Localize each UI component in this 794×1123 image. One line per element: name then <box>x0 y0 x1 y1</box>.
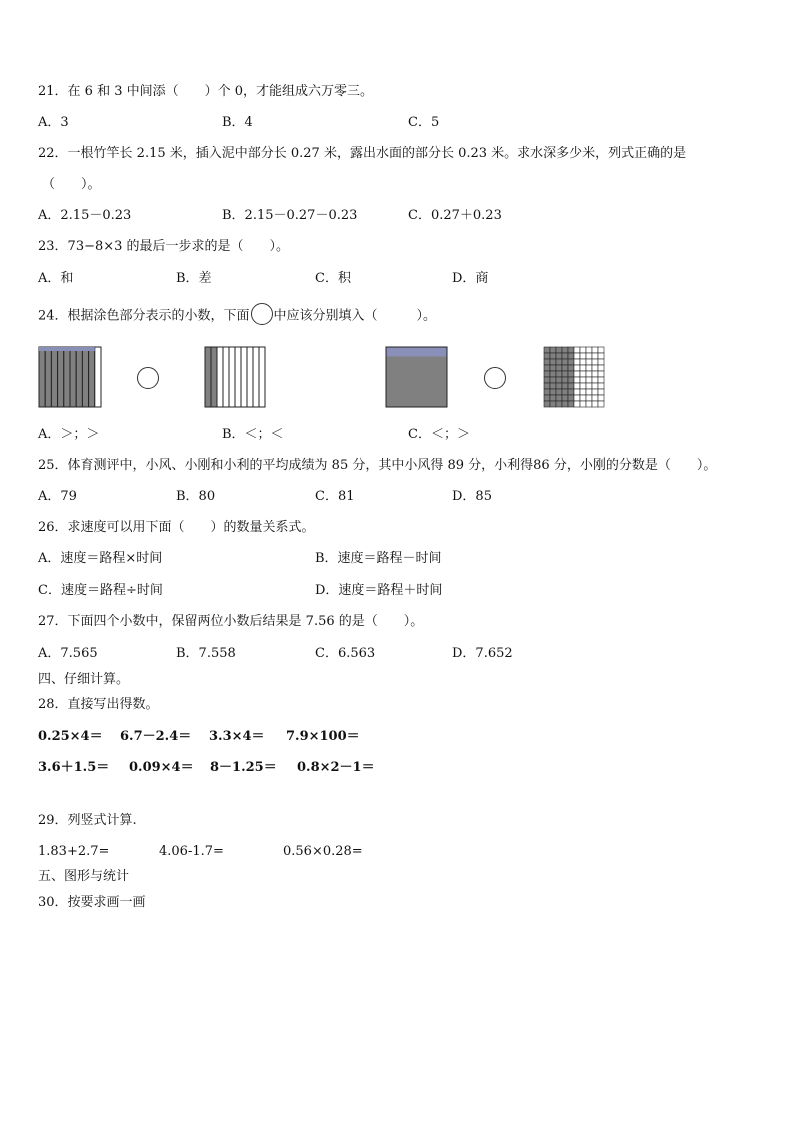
q29-item: 0.56×0.28= <box>283 844 363 859</box>
grid-cell <box>598 371 604 377</box>
grid-cell <box>598 359 604 365</box>
q24-stem-b: 中应该分别填入（ ）。 <box>273 308 437 324</box>
q23-option-b[interactable]: B．差 <box>176 271 212 286</box>
grid-cell <box>562 371 568 377</box>
q28-item: 3.6＋1.5＝ <box>38 760 110 775</box>
grid-cell <box>568 383 574 389</box>
q24-options <box>38 427 768 443</box>
grid-cell <box>586 401 592 407</box>
grid-cell <box>556 353 562 359</box>
grid-cell <box>544 401 550 407</box>
grid-cell <box>550 371 556 377</box>
grid-cell <box>544 365 550 371</box>
grid-cell <box>556 371 562 377</box>
grid-cell <box>580 347 586 353</box>
grid-cell <box>544 395 550 401</box>
grid-cell <box>562 377 568 383</box>
grid-cell <box>550 347 556 353</box>
q24-stem-a: 24．根据涂色部分表示的小数，下面 <box>38 308 250 324</box>
grid-cell <box>562 401 568 407</box>
q25-option-a[interactable]: A．79 <box>38 489 77 504</box>
grid-cell <box>598 347 604 353</box>
grid-cell <box>568 353 574 359</box>
column-strip <box>229 347 235 407</box>
q26-stem: 26．求速度可以用下面（ ）的数量关系式。 <box>38 520 315 535</box>
grid-cell <box>550 359 556 365</box>
column-strip <box>58 347 64 407</box>
grid-cell <box>586 395 592 401</box>
q27-options <box>38 646 768 662</box>
column-strip <box>259 347 265 407</box>
column-strip <box>45 347 51 407</box>
q27-stem: 27．下面四个小数中，保留两位小数后结果是 7.56 的是（ ）。 <box>38 614 424 629</box>
grid-cell <box>574 377 580 383</box>
grid-cell <box>580 353 586 359</box>
q29-items <box>38 844 768 860</box>
q29-stem: 29．列竖式计算. <box>38 813 137 828</box>
figure-4-grid <box>543 346 605 408</box>
grid-cell <box>592 359 598 365</box>
grid-cell <box>544 383 550 389</box>
grid-cell <box>544 359 550 365</box>
q28-item: 0.8×2－1＝ <box>297 760 375 775</box>
grid-cell <box>598 353 604 359</box>
q25-option-b[interactable]: B．80 <box>176 489 216 504</box>
q23-stem: 23．73−8×3 的最后一步求的是（ ）。 <box>38 239 290 254</box>
grid-cell <box>586 377 592 383</box>
grid-cell <box>556 383 562 389</box>
grid-cell <box>586 359 592 365</box>
q22-option-c[interactable]: C．0.27＋0.23 <box>408 208 502 223</box>
grid-cell <box>598 383 604 389</box>
compare-circle-2[interactable] <box>484 367 506 389</box>
grid-cell <box>556 389 562 395</box>
grid-cell <box>592 377 598 383</box>
grid-cell <box>574 347 580 353</box>
q25-option-d[interactable]: D．85 <box>452 489 492 504</box>
grid-cell <box>550 389 556 395</box>
grid-cell <box>562 389 568 395</box>
figure-2-columns <box>204 346 266 408</box>
grid-cell <box>592 383 598 389</box>
grid-cell <box>550 401 556 407</box>
q21-option-c[interactable]: C．5 <box>408 115 440 130</box>
grid-cell <box>580 395 586 401</box>
q23-option-c[interactable]: C．积 <box>315 271 351 286</box>
grid-cell <box>568 365 574 371</box>
q29-item: 4.06-1.7= <box>159 844 224 859</box>
grid-cell <box>556 347 562 353</box>
grid-cell <box>592 353 598 359</box>
grid-cell <box>586 389 592 395</box>
q25-option-c[interactable]: C．81 <box>315 489 355 504</box>
q28-item: 7.9×100＝ <box>286 729 360 744</box>
q28-item: 0.09×4＝ <box>129 760 194 775</box>
grid-cell <box>556 359 562 365</box>
grid-cell <box>598 401 604 407</box>
q24-stem <box>38 307 436 325</box>
section-5-title: 五、图形与统计 <box>38 869 130 884</box>
grid-cell <box>568 395 574 401</box>
grid-cell <box>556 401 562 407</box>
column-strip <box>235 347 241 407</box>
q29-item: 1.83+2.7= <box>38 844 110 859</box>
column-strip <box>70 347 76 407</box>
compare-circle-1[interactable] <box>137 367 159 389</box>
grid-cell <box>574 389 580 395</box>
grid-cell <box>574 365 580 371</box>
q22-stem: 22．一根竹竿长 2.15 米，插入泥中部分长 0.27 米，露出水面的部分长 0.23 米。求水深多少米，列式正确的是 <box>38 146 687 161</box>
grid-cell <box>556 395 562 401</box>
grid-cell <box>574 395 580 401</box>
q24-option-b[interactable]: B．＜；＜ <box>222 427 284 442</box>
column-strip <box>39 347 45 407</box>
q28-row-1 <box>38 729 768 745</box>
column-strip <box>51 347 57 407</box>
q23-option-d[interactable]: D．商 <box>452 271 489 286</box>
column-strip <box>64 347 70 407</box>
q26-option-b[interactable]: B．速度＝路程－时间 <box>315 551 442 566</box>
grid-cell <box>586 365 592 371</box>
grid-cell <box>568 389 574 395</box>
grid-cell <box>580 359 586 365</box>
grid-cell <box>544 389 550 395</box>
shade-top-band <box>387 348 447 357</box>
grid-cell <box>574 371 580 377</box>
q26-option-a[interactable]: A．速度＝路程×时间 <box>38 551 163 566</box>
column-strip <box>205 347 211 407</box>
column-strip <box>89 347 95 407</box>
grid-cell <box>592 389 598 395</box>
grid-cell <box>580 371 586 377</box>
q21-stem: 21．在 6 和 3 中间添（ ）个 0，才能组成六万零三。 <box>38 84 374 99</box>
grid-cell <box>562 365 568 371</box>
q27-option-c[interactable]: C．6.563 <box>315 646 376 661</box>
shade-top-band <box>39 347 95 351</box>
grid-cell <box>574 383 580 389</box>
grid-cell <box>574 401 580 407</box>
grid-cell <box>598 389 604 395</box>
grid-cell <box>586 353 592 359</box>
grid-cell <box>592 395 598 401</box>
column-strip <box>223 347 229 407</box>
q26-option-c[interactable]: C．速度＝路程÷时间 <box>38 583 163 598</box>
q22-option-a[interactable]: A．2.15－0.23 <box>38 208 132 223</box>
grid-cell <box>598 395 604 401</box>
q24-option-a[interactable]: A．＞；＞ <box>38 427 100 442</box>
q26-options-row1 <box>38 551 768 567</box>
grid-cell <box>592 365 598 371</box>
grid-cell <box>562 353 568 359</box>
q28-stem: 28．直接写出得数。 <box>38 697 159 712</box>
q28-row-2 <box>38 760 768 776</box>
grid-cell <box>592 371 598 377</box>
q28-item: 8－1.25＝ <box>210 760 277 775</box>
grid-cell <box>598 377 604 383</box>
grid-cell <box>574 353 580 359</box>
grid-cell <box>544 371 550 377</box>
column-strip <box>211 347 217 407</box>
grid-cell <box>580 389 586 395</box>
blank-circle-icon <box>251 303 273 325</box>
grid-cell <box>568 401 574 407</box>
grid-cell <box>580 377 586 383</box>
grid-cell <box>550 395 556 401</box>
column-strip <box>76 347 82 407</box>
q28-item: 6.7－2.4＝ <box>120 729 192 744</box>
grid-cell <box>568 377 574 383</box>
q21-option-a[interactable]: A．3 <box>38 115 69 130</box>
grid-cell <box>586 371 592 377</box>
grid-cell <box>562 359 568 365</box>
grid-cell <box>580 365 586 371</box>
grid-cell <box>586 383 592 389</box>
q22-options <box>38 208 768 224</box>
grid-cell <box>598 365 604 371</box>
q28-item: 0.25×4＝ <box>38 729 103 744</box>
grid-cell <box>568 347 574 353</box>
grid-cell <box>556 365 562 371</box>
q28-item: 3.3×4＝ <box>209 729 265 744</box>
grid-cell <box>574 359 580 365</box>
column-strip <box>247 347 253 407</box>
q25-options <box>38 489 768 505</box>
grid-cell <box>568 371 574 377</box>
q24-option-c[interactable]: C．＜；＞ <box>408 427 470 442</box>
grid-cell <box>568 359 574 365</box>
q30-stem: 30．按要求画一画 <box>38 895 146 910</box>
grid-cell <box>550 365 556 371</box>
grid-cell <box>580 383 586 389</box>
q26-option-d[interactable]: D．速度＝路程＋时间 <box>315 583 443 598</box>
column-strip <box>253 347 259 407</box>
q26-options-row2 <box>38 583 768 599</box>
grid-cell <box>544 347 550 353</box>
grid-cell <box>556 377 562 383</box>
q21-option-b[interactable]: B．4 <box>222 115 253 130</box>
q25-stem: 25．体育测评中，小风、小刚和小利的平均成绩为 85 分，其中小风得 89 分，小利得86 分，小刚的分数是（ ）。 <box>38 458 717 473</box>
grid-cell <box>562 347 568 353</box>
column-strip <box>82 347 88 407</box>
grid-cell <box>550 353 556 359</box>
grid-cell <box>592 401 598 407</box>
q27-option-d[interactable]: D．7.652 <box>452 646 513 661</box>
grid-cell <box>544 377 550 383</box>
grid-cell <box>562 383 568 389</box>
q21-options <box>38 115 768 131</box>
grid-cell <box>592 347 598 353</box>
q22-stem-cont: （ ）。 <box>42 177 101 192</box>
grid-cell <box>550 383 556 389</box>
grid-cell <box>550 377 556 383</box>
grid-cell <box>580 401 586 407</box>
grid-cell <box>544 353 550 359</box>
figure-1-columns <box>38 346 102 408</box>
column-strip <box>95 347 101 407</box>
figure-3-square <box>385 346 448 408</box>
q23-option-a[interactable]: A．和 <box>38 271 74 286</box>
grid-cell <box>562 395 568 401</box>
section-4-title: 四、仔细计算。 <box>38 672 130 687</box>
column-strip <box>241 347 247 407</box>
q22-option-b[interactable]: B．2.15－0.27－0.23 <box>222 208 358 223</box>
q23-options <box>38 271 768 287</box>
grid-cell <box>586 347 592 353</box>
q27-option-b[interactable]: B．7.558 <box>176 646 236 661</box>
column-strip <box>217 347 223 407</box>
q27-option-a[interactable]: A．7.565 <box>38 646 98 661</box>
